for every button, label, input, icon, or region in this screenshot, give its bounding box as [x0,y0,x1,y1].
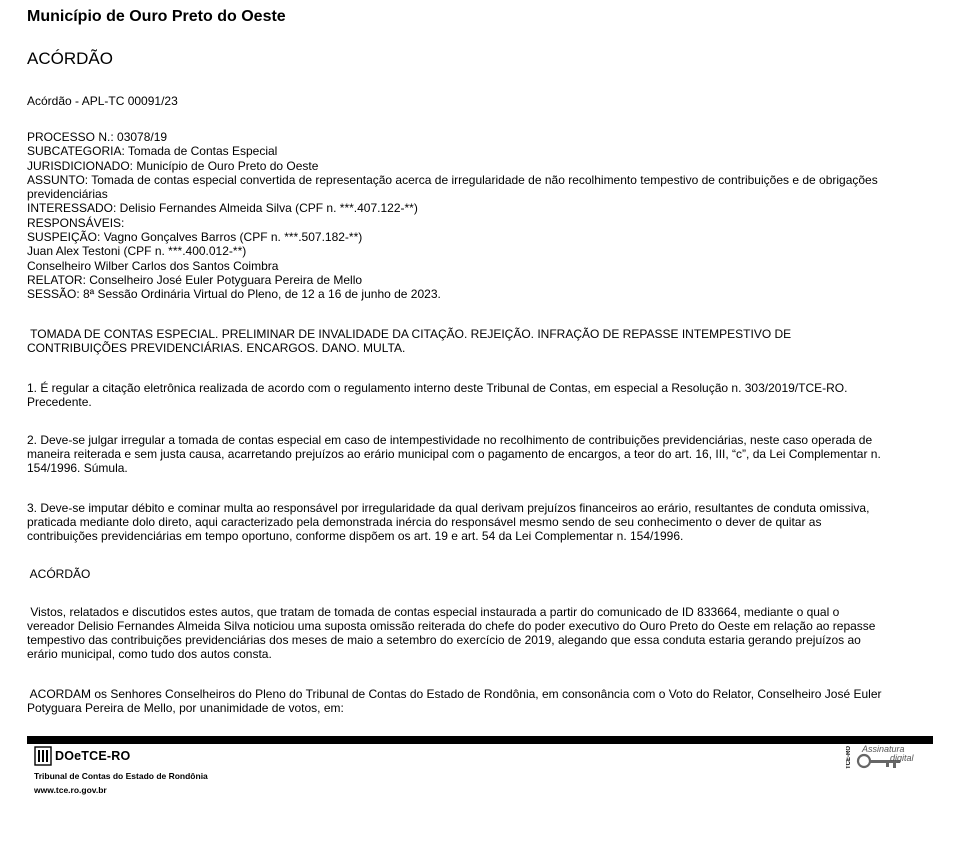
text-line: SESSÃO: 8ª Sessão Ordinária Virtual do Pleno, de 12 a 16 de junho de 2023. [27,287,441,302]
text-line: JURISDICIONADO: Município de Ouro Preto do Oeste [27,158,319,173]
text-line: 1. É regular a citação eletrônica realizada de acordo com o regulamento interno deste Tribunal de Contas, em especial a Resolução n. 303/2019/TCE-RO. [27,381,848,395]
text-line: contribuições previdenciárias em tempo oportuno, conforme dispõem os art. 19 e art. 54 da Lei Complementar n. 154/1996. [27,529,684,543]
footer-tribunal-name: Tribunal de Contas do Estado de Rondônia [34,771,208,781]
item-1-paragraph [27,381,927,409]
text-line: PROCESSO N.: 03078/19 [27,130,168,144]
footer-website: www.tce.ro.gov.br [34,785,107,795]
text-line: Vistos, relatados e discutidos estes autos, que tratam de tomada de contas especial instaurada a partir do comunicado de ID 833664, mediante o qual o [27,605,840,619]
text-line: vereador Delisio Fernandes Almeida Silva noticiou uma suposta omissão reiterada do chefe do poder executivo do Ouro Preto do Oeste em relação ao repasse [27,619,876,633]
text-line: TOMADA DE CONTAS ESPECIAL. PRELIMINAR DE INVALIDADE DA CITAÇÃO. REJEIÇÃO. INFRAÇÃO DE REPASSE INTEMPESTIVO DE [27,327,792,341]
item-2-paragraph [27,433,927,475]
page-title: Município de Ouro Preto do Oeste [27,8,286,25]
text-line: RESPONSÁVEIS: [27,215,125,230]
footer-divider [27,736,933,744]
vistos-paragraph [27,605,927,661]
text-line: maneira reiterada e sem justa causa, acarretando prejuízos ao erário municipal com o pagamento de encargos, a teor do art. 16, III, “c”, da Lei Complementar n. [27,447,881,461]
process-metadata [27,130,927,302]
text-line: erário municipal, como tudo dos autos consta. [27,647,272,661]
doetce-logo [34,746,130,766]
text-line: tempestivo das contribuições previdenciárias dos meses de maio a setembro do exercício de 2019, alegando que essa conduta estaria gerando prejuízos ao [27,633,861,647]
signature-word-2: digital [890,753,914,763]
text-line: RELATOR: Conselheiro José Euler Potyguara Pereira de Mello [27,272,363,287]
text-line: CONTRIBUIÇÕES PREVIDENCIÁRIAS. ENCARGOS. DANO. MULTA. [27,341,406,355]
text-line: Juan Alex Testoni (CPF n. ***.400.012-**) [27,244,247,259]
acordam-paragraph [27,687,927,715]
signature-word-1: Assinatura [862,744,905,754]
item-3-paragraph [27,501,927,543]
text-line: ASSUNTO: Tomada de contas especial convertida de representação acerca de irregularidade de não recolhimento tempestivo de contribuições e de obrigações [27,172,878,187]
signature-side-label: TCE-RO [846,746,852,769]
text-line: Conselheiro Wilber Carlos dos Santos Coimbra [27,258,279,273]
building-icon [34,746,52,766]
text-line: Precedente. [27,395,92,409]
text-line: Potyguara Pereira de Mello, por unanimidade de votos, em: [27,701,344,715]
digital-signature-seal [846,744,926,772]
text-line: 3. Deve-se imputar débito e cominar multa ao responsável por irregularidade da qual derivam prejuízos financeiros ao erário, resultantes de conduta omissiva, [27,501,870,515]
text-line: INTERESSADO: Delisio Fernandes Almeida Silva (CPF n. ***.407.122-**) [27,201,418,216]
text-line: praticada mediante dolo direto, aqui caracterizado pela demonstrada inércia do responsável mesmo sendo de seu conhecimento o dever de quitar as [27,515,822,529]
text-line: previdenciárias [27,187,108,202]
text-line: 2. Deve-se julgar irregular a tomada de contas especial em caso de intempestividade no recolhimento de contribuições previdenciárias, neste caso operada de [27,433,873,447]
text-line: ACORDAM os Senhores Conselheiros do Pleno do Tribunal de Contas do Estado de Rondônia, em consonância com o Voto do Relator, Conselheiro José Euler [27,687,882,701]
text-line: 154/1996. Súmula. [27,461,128,475]
text-line: SUBCATEGORIA: Tomada de Contas Especial [27,144,278,159]
text-line: SUSPEIÇÃO: Vagno Gonçalves Barros (CPF n. ***.507.182-**) [27,230,363,245]
ementa-paragraph [27,327,927,355]
doetce-logo-text: DOeTCE-RO [55,749,131,763]
acordao-number: Acórdão - APL-TC 00091/23 [27,94,178,108]
acordao-section-heading: ACÓRDÃO [27,567,91,581]
document-type-heading: ACÓRDÃO [27,49,113,68]
